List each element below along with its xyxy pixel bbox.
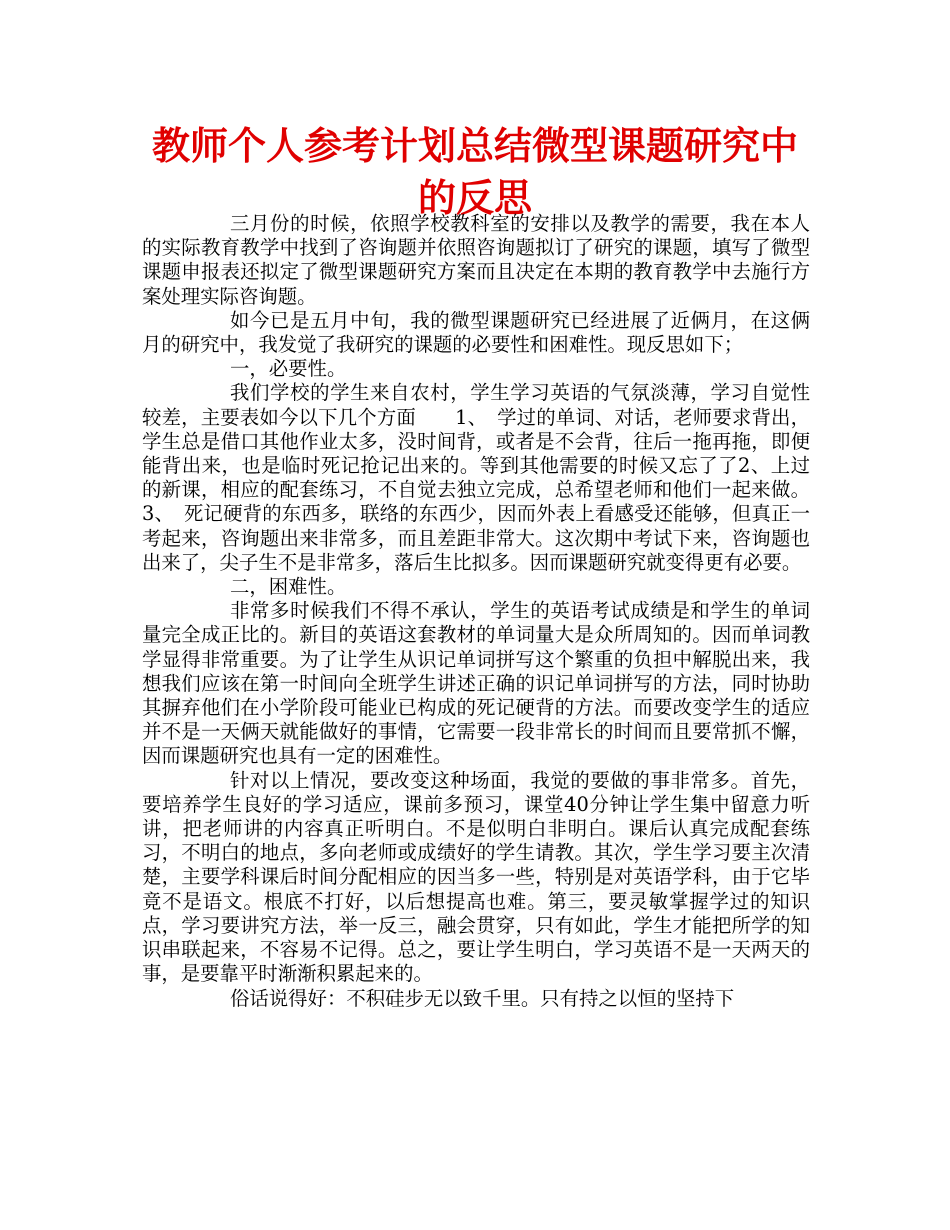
paragraph-intro: 三月份的时候，依照学校教科室的安排以及教学的需要，我在本人的实际教育教学中找到了咨询题并依照咨询题拟订了研究的课题，填写了微型课题申报表还拟定了微型课题研究方案而且决定在本期的教育教学中去施行方案处理实际咨询题。	[142, 212, 810, 308]
paragraph-difficulty: 非常多时候我们不得不承认，学生的英语考试成绩是和学生的单词量完全成正比的。新目的英语这套教材的单词量大是众所周知的。因而单词教学显得非常重要。为了让学生从识记单词拼写这个繁重的负担中解脱出来，我想我们应该在第一时间向全班学生讲述正确的识记单词拼写的方法，同时协助其摒弃他们在小学阶段可能业已构成的死记硬背的方法。而要改变学生的适应并不是一天俩天就能做好的事情，它需要一段非常长的时间而且要常抓不懈，因而课题研究也具有一定的困难性。	[142, 599, 810, 768]
paragraph-necessity: 我们学校的学生来自农村，学生学习英语的气氛淡薄，学习自觉性较差，主要表如今以下几个方面 1、 学过的单词、对话，老师要求背出，学生总是借口其他作业太多，没时间背，或者是不会背，往后一拖再拖，即便能背出来，也是临时死记抢记出来的。等到其他需要的时候又忘了了2、上过的新课，相应的配套练习，不自觉去独立完成，总希望老师和他们一起来做。3、 死记硬背的东西多，联络的东西少，因而外表上看感受还能够，但真正一考起来，咨询题出来非常多，而且差距非常大。这次期中考试下来，咨询题也出来了，尖子生不是非常多，落后生比拟多。因而课题研究就变得更有必要。	[142, 381, 810, 574]
document-title: 教师个人参考计划总结微型课题研究中的反思	[151, 124, 798, 220]
paragraph-proverb: 俗话说得好：不积硅步无以致千里。只有持之以恒的坚持下	[230, 986, 735, 1010]
document-body	[142, 212, 810, 1011]
paragraph-progress: 如今已是五月中旬，我的微型课题研究已经进展了近俩月，在这俩月的研究中，我发觉了我研究的课题的必要性和困难性。现反思如下；	[142, 308, 810, 357]
heading-difficulty: 二，困难性。	[230, 575, 347, 599]
heading-necessity: 一，必要性。	[230, 357, 347, 381]
paragraph-measures: 针对以上情况，要改变这种场面，我觉的要做的事非常多。首先，要培养学生良好的学习适应，课前多预习，课堂40分钟让学生集中留意力听讲，把老师讲的内容真正听明白。不是似明白非明白。课后认真完成配套练习，不明白的地点，多向老师或成绩好的学生请教。其次，学生学习要主次清楚，主要学科课后时间分配相应的因当多一些，特别是对英语学科，由于它毕竟不是语文。根底不打好，以后想提高也难。第三，要灵敏掌握学过的知识点，学习要讲究方法，举一反三，融会贯穿，只有如此，学生才能把所学的知识串联起来，不容易不记得。总之，要让学生明白，学习英语不是一天两天的事，是要靠平时渐渐积累起来的。	[142, 768, 810, 986]
